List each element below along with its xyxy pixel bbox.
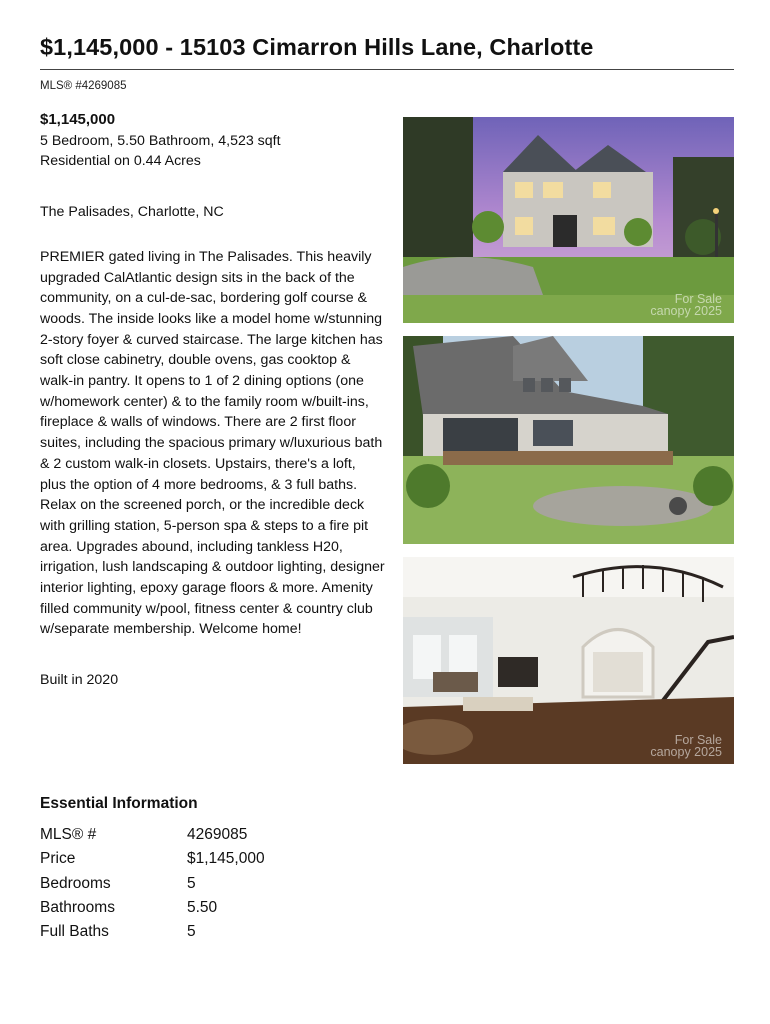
info-value: 5: [187, 923, 196, 941]
info-value: $1,145,000: [187, 850, 265, 868]
page-title: $1,145,000 - 15103 Cimarron Hills Lane, Charlotte: [40, 34, 594, 60]
info-value: 5: [187, 874, 196, 892]
price: $1,145,000: [40, 111, 116, 128]
photo-watermark: For Sale canopy 2025: [650, 292, 722, 318]
info-label: Price: [40, 850, 76, 868]
info-row: [40, 823, 265, 847]
essential-information-heading: Essential Information: [40, 795, 198, 812]
info-value: 4269085: [187, 826, 248, 843]
essential-information-table: [40, 823, 265, 944]
photo-watermark: For Sale canopy 2025: [650, 733, 722, 759]
location: The Palisades, Charlotte, NC: [40, 204, 224, 221]
info-label: MLS® #: [40, 826, 97, 843]
photo-rear-exterior: [403, 336, 734, 544]
info-row: [40, 872, 265, 896]
info-value: 5.50: [187, 898, 218, 916]
info-row: [40, 920, 265, 944]
info-label: Bathrooms: [40, 898, 115, 916]
info-label: Bedrooms: [40, 874, 111, 892]
property-type: Residential on 0.44 Acres: [40, 153, 201, 170]
info-row: [40, 847, 265, 871]
info-row: [40, 896, 265, 920]
mls-number: MLS® #4269085: [40, 80, 127, 92]
property-specs: 5 Bedroom, 5.50 Bathroom, 4,523 sqft: [40, 132, 281, 149]
title-divider: [40, 69, 734, 70]
photo-front-exterior: [403, 117, 734, 323]
listing-summary: [40, 110, 385, 691]
description: PREMIER gated living in The Palisades. This heavily upgraded CalAtlantic design sits in the back of the community, on a cul-de-sac, bordering golf course & woods. The inside looks like a model home w/stunning 2-story foyer & curved staircase. The large kitchen has soft close cabinetry, double ovens, gas cooktop & walk-in pantry. It opens to 1 of 2 dining options (one w/homework center) & to the family room w/built-ins, fireplace & walls of windows. There are 2 first floor suites, including the spacious primary w/luxurious bath & 2 custom walk-in closets. Upstairs, there's a loft, plus the option of 4 more bedrooms, & 3 full baths. Relax on the screened porch, or the incredible deck with grilling station, 5-person spa & steps to a fire pit area. Upgrades abound, including tankless H20, irrigation, lush landscaping & outdoor lighting, designer interior lighting, epoxy garage floors & more. Amenity filled community w/pool, fitness center & country club w/separate membership. Welcome home!: [40, 248, 385, 638]
info-label: Full Baths: [40, 923, 109, 941]
built-year: Built in 2020: [40, 672, 119, 689]
photo-interior-foyer: [403, 557, 734, 764]
